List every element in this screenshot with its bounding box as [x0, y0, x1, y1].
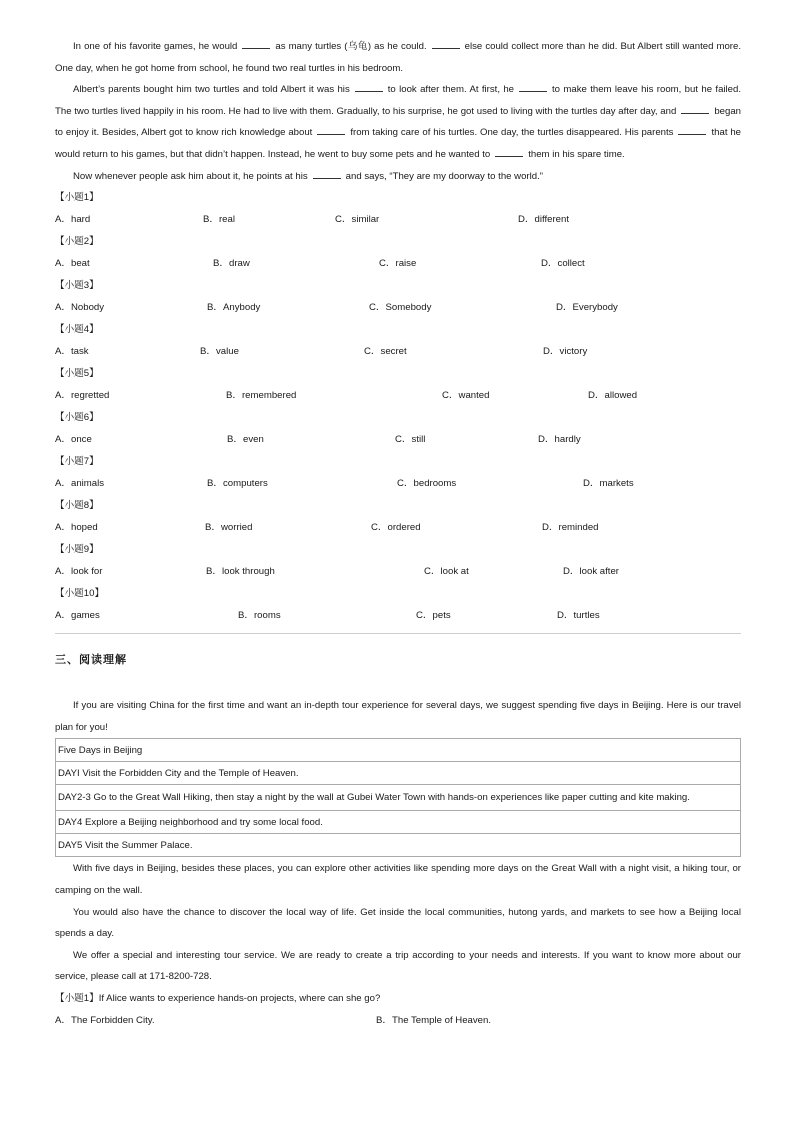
option-a[interactable]: A．games	[55, 610, 100, 622]
option-a[interactable]: A．hard	[55, 214, 91, 226]
question-options	[55, 253, 741, 275]
option-a[interactable]: A．beat	[55, 258, 90, 270]
option-c[interactable]: C．look at	[424, 566, 469, 578]
travel-plan-table	[55, 738, 741, 857]
option-a[interactable]: A．once	[55, 434, 92, 446]
table-row	[56, 762, 741, 785]
option-c[interactable]: C．secret	[364, 346, 407, 358]
option-b[interactable]: B．rooms	[238, 610, 281, 622]
option-c[interactable]: C．still	[395, 434, 426, 446]
question-options	[55, 473, 741, 495]
option-a[interactable]: A．regretted	[55, 390, 110, 402]
document-page	[55, 36, 741, 1032]
option-d[interactable]: D．turtles	[557, 610, 600, 622]
text-run: else could collect more than he did. But Albert still wanted more. One day, when he got home from school, he found two real turtles in his bedroom.	[55, 41, 741, 74]
option-a[interactable]: A．animals	[55, 478, 105, 490]
text-run: to make them leave his room, but he failed. The two turtles lived happily in his room. He had to live with them. Gradually, to his surprise, he got used to living with the turtles day after day, and	[55, 84, 741, 117]
text-run: as many turtles (乌龟) as he could.	[275, 41, 427, 52]
table-row	[56, 785, 741, 811]
text-run: Albert’s parents bought him two turtles and told Albert it was his	[73, 84, 350, 96]
text-run: that he would return to his games, but that didn’t happen. Instead, he went to buy some pets and he wanted to	[55, 127, 742, 160]
question-label: 【小题2】	[55, 236, 99, 248]
option-b[interactable]: B．computers	[207, 478, 268, 490]
option-b[interactable]: B．real	[203, 214, 235, 226]
option-a[interactable]: A．The Forbidden City.	[55, 1014, 155, 1026]
option-b[interactable]: B．draw	[213, 258, 250, 270]
blank-1	[242, 39, 270, 49]
question-label: 【小题1】	[55, 992, 99, 1004]
question-text: If Alice wants to experience hands-on projects, where can she go?	[98, 992, 381, 1004]
reading-intro: If you are visiting China for the first time and want an in-depth tour experience for several days, we suggest spending five days in Beijing. Here is our travel plan for you!	[55, 700, 741, 733]
blank-6	[681, 104, 709, 114]
reading-question-1	[55, 988, 741, 1010]
option-b[interactable]: B．look through	[206, 566, 275, 578]
text-run: from taking care of his turtles. One day, the turtles disappeared. His parents	[350, 127, 674, 139]
question-label: 【小题5】	[55, 368, 99, 380]
option-c[interactable]: C．bedrooms	[397, 478, 457, 490]
question-label: 【小题3】	[55, 280, 99, 292]
option-d[interactable]: D．markets	[583, 478, 634, 490]
option-a[interactable]: A．look for	[55, 566, 103, 578]
question-options	[55, 517, 741, 539]
option-b[interactable]: B．remembered	[226, 390, 297, 402]
question-options	[55, 385, 741, 407]
option-d[interactable]: D．hardly	[538, 434, 581, 446]
question-label: 【小题8】	[55, 500, 99, 512]
section-title: 三、阅读理解	[55, 653, 127, 667]
text-run: to look after them. At first, he	[387, 84, 515, 96]
option-c[interactable]: C．wanted	[442, 390, 490, 402]
question-label: 【小题1】	[55, 192, 99, 204]
text-run: and says, “They are my doorway to the world.”	[345, 170, 543, 182]
table-cell: DAY5 Visit the Summer Palace.	[56, 834, 741, 857]
text-run: In one of his favorite games, he would	[73, 41, 238, 52]
text-run: Now whenever people ask him about it, he points at his	[73, 170, 308, 182]
table-cell: DAYI Visit the Forbidden City and the Temple of Heaven.	[56, 762, 741, 785]
question-label: 【小题6】	[55, 412, 99, 424]
option-b[interactable]: B．even	[227, 434, 264, 446]
passage-paragraph-3	[55, 166, 741, 188]
option-b[interactable]: B．Anybody	[207, 302, 261, 314]
option-d[interactable]: D．reminded	[542, 522, 599, 534]
blank-8	[678, 125, 706, 135]
option-d[interactable]: D．different	[518, 214, 570, 226]
table-cell: DAY2-3 Go to the Great Wall Hiking, then stay a night by the wall at Gubei Water Town with hands-on experiences like paper cutting and kite making.	[56, 785, 741, 811]
question-label: 【小题10】	[55, 588, 105, 600]
reading-paragraph-3: We offer a special and interesting tour service. We are ready to create a trip according to your needs and interests. If you want to know more about our service, please call at 171-8200-728.	[55, 949, 741, 983]
passage-paragraph-2	[55, 79, 741, 165]
option-c[interactable]: C．pets	[416, 610, 451, 622]
table-row	[56, 811, 741, 834]
question-options	[55, 605, 741, 627]
option-d[interactable]: D．allowed	[588, 390, 638, 402]
option-b[interactable]: B．The Temple of Heaven.	[376, 1014, 492, 1026]
option-c[interactable]: C．raise	[379, 258, 417, 270]
question-label: 【小题7】	[55, 456, 99, 468]
table-header-cell: Five Days in Beijing	[56, 739, 741, 762]
reading-paragraph-2: You would also have the chance to discover the local way of life. Get inside the local communities, hutong yards, and markets to see how a Beijing local spends a day.	[55, 906, 741, 940]
blank-4	[355, 82, 383, 92]
text-run: began to enjoy it. Besides, Albert got to know rich knowledge about	[55, 105, 741, 139]
question-options	[55, 561, 741, 583]
option-a[interactable]: A．hoped	[55, 522, 98, 534]
question-label: 【小题4】	[55, 324, 99, 336]
option-d[interactable]: D．collect	[541, 258, 585, 270]
table-cell: DAY4 Explore a Beijing neighborhood and try some local food.	[56, 811, 741, 834]
option-d[interactable]: D．look after	[563, 566, 619, 578]
option-c[interactable]: C．Somebody	[369, 302, 432, 314]
option-d[interactable]: D．victory	[543, 346, 588, 358]
option-b[interactable]: B．value	[200, 346, 239, 358]
question-options	[55, 1010, 741, 1032]
blank-5	[519, 82, 547, 92]
table-row	[56, 834, 741, 857]
blank-7	[317, 125, 345, 135]
passage-paragraph-1	[55, 36, 741, 79]
question-list	[55, 187, 741, 627]
option-b[interactable]: B．worried	[205, 522, 253, 534]
option-d[interactable]: D．Everybody	[556, 302, 618, 314]
section-divider	[55, 633, 741, 634]
table-row	[56, 739, 741, 762]
reading-paragraph-1: With five days in Beijing, besides these places, you can explore other activities like spending more days on the Great Wall with a night visit, a hiking tour, or camping on the wall.	[55, 863, 741, 896]
question-options	[55, 297, 741, 319]
option-c[interactable]: C．ordered	[371, 522, 421, 534]
option-a[interactable]: A．task	[55, 346, 89, 358]
question-options	[55, 429, 741, 451]
blank-3	[432, 39, 460, 49]
option-a[interactable]: A．Nobody	[55, 302, 105, 314]
blank-9	[495, 147, 523, 157]
question-options	[55, 341, 741, 363]
question-label: 【小题9】	[55, 544, 99, 556]
blank-10	[313, 169, 341, 179]
option-c[interactable]: C．similar	[335, 214, 380, 226]
question-options	[55, 209, 741, 231]
text-run: them in his spare time.	[528, 148, 625, 160]
